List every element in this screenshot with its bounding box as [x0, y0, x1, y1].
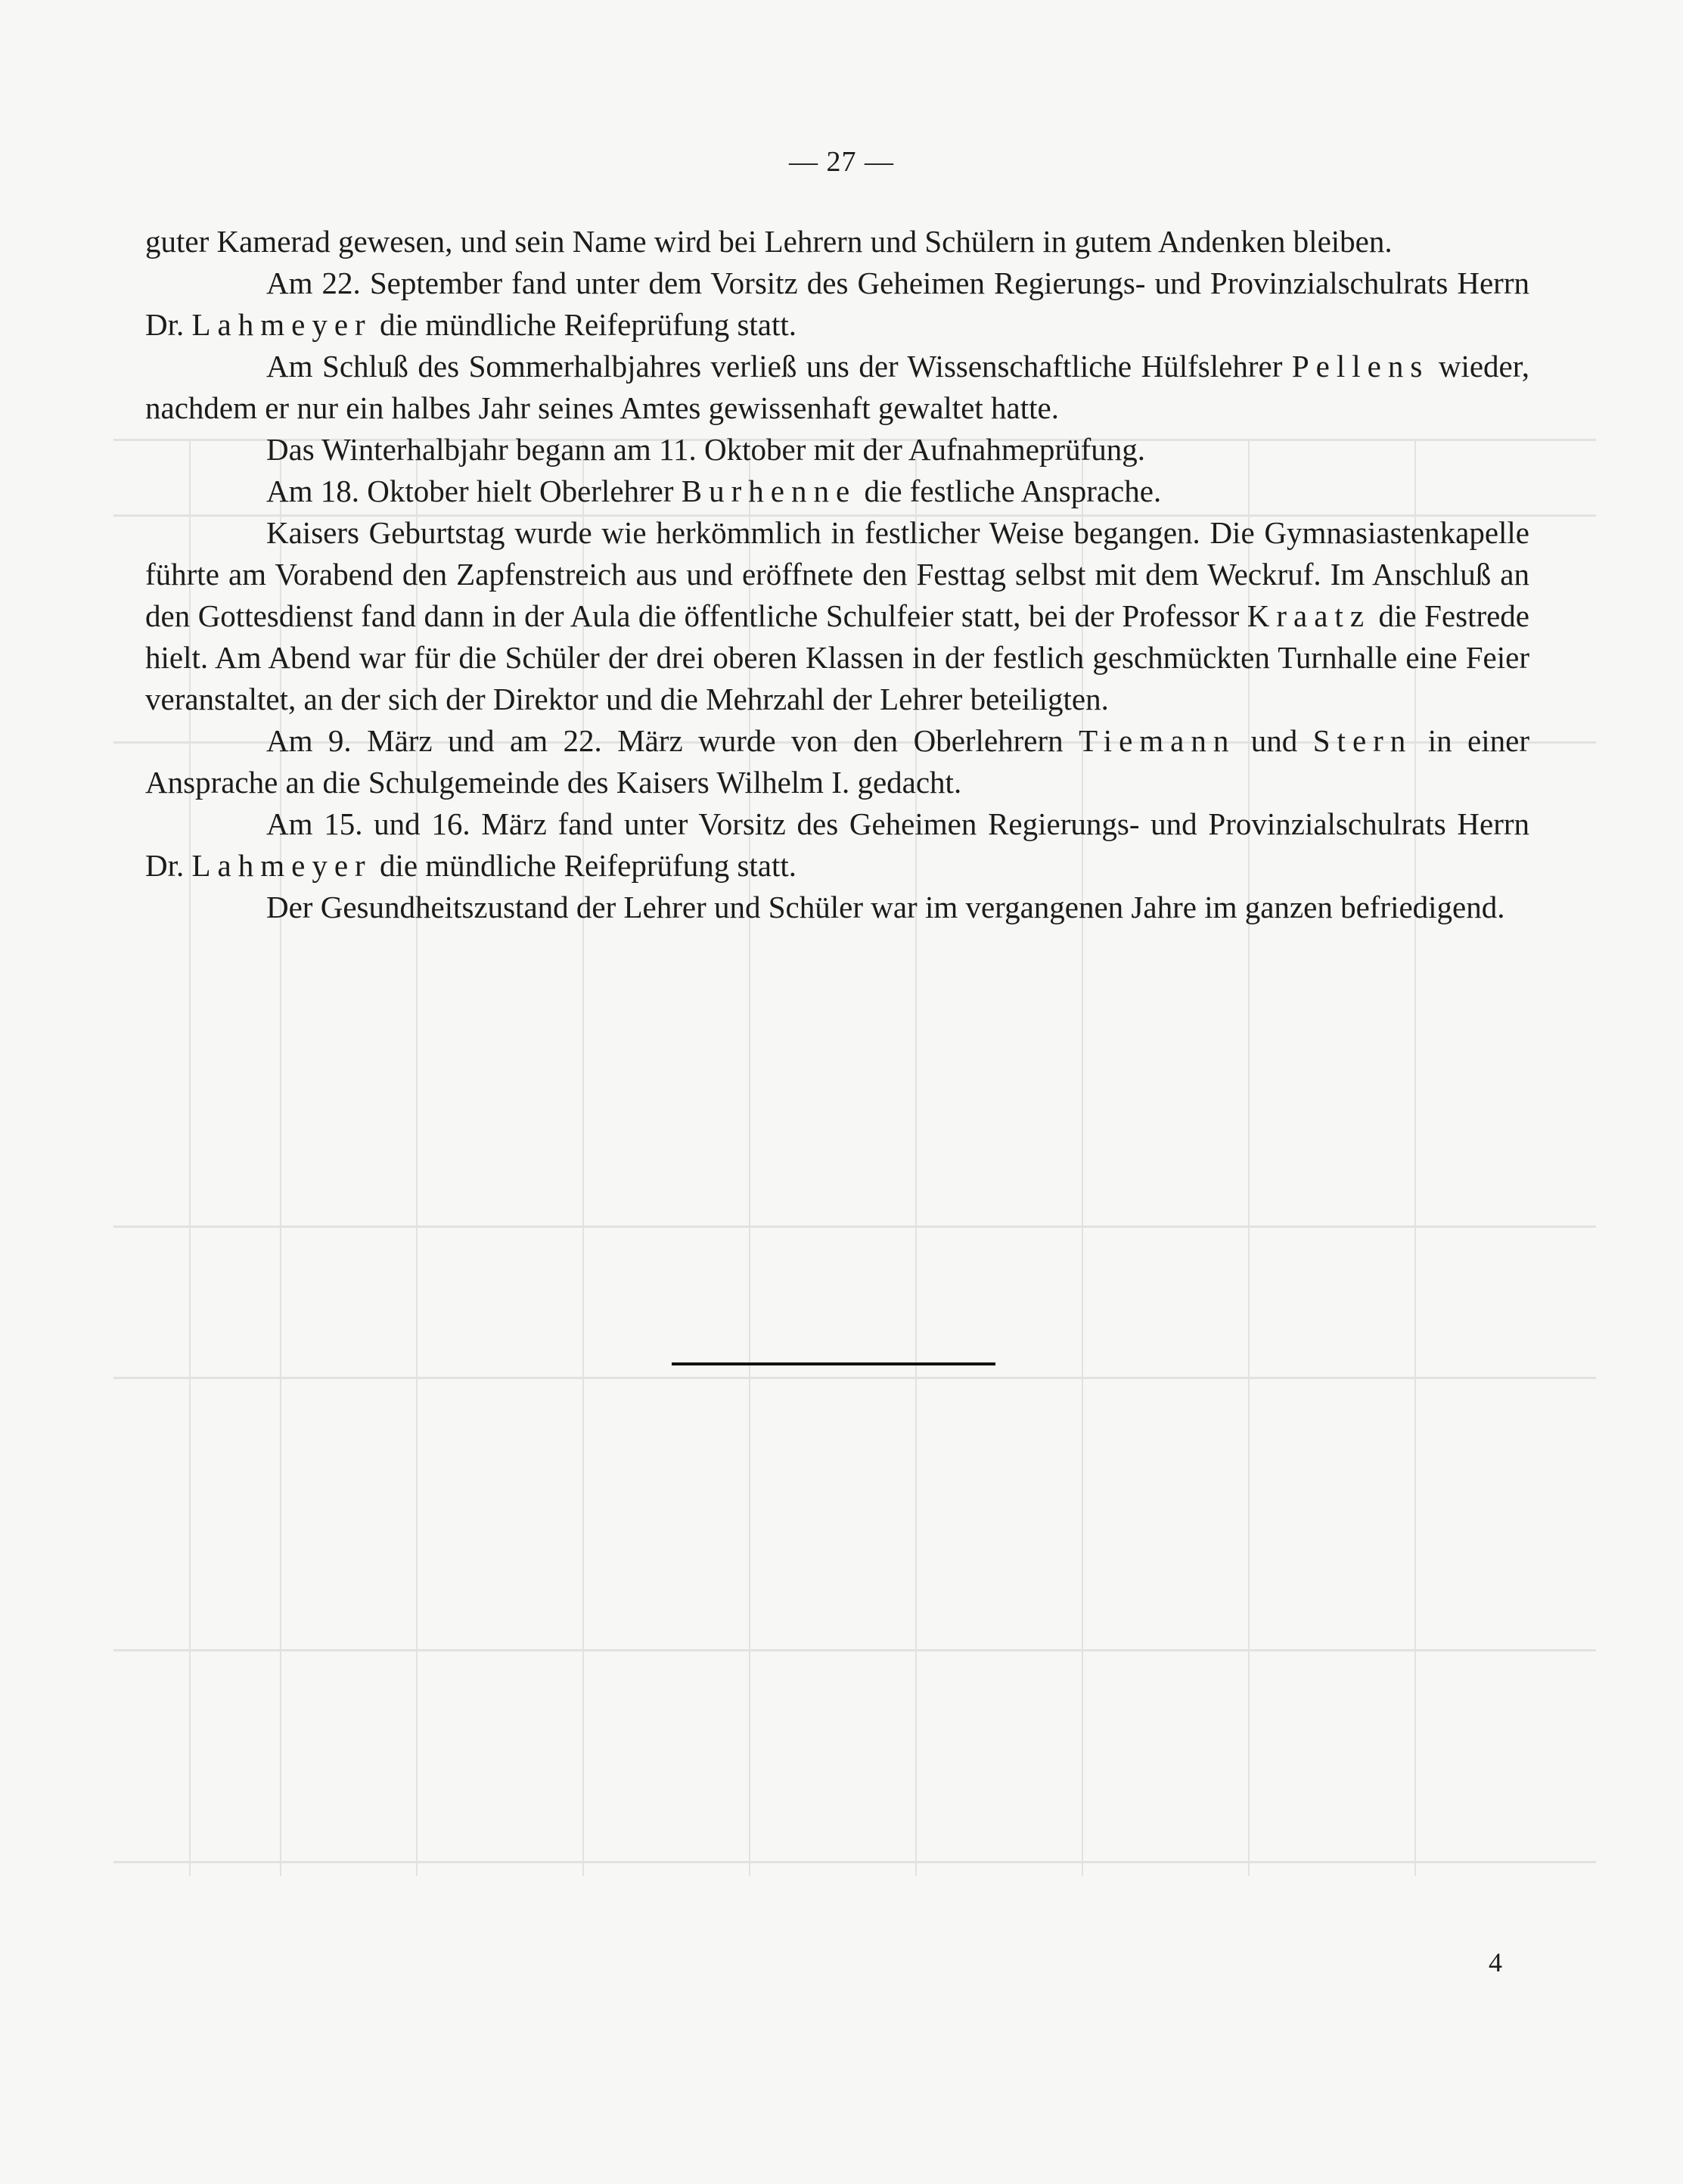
paragraph-text: Am 22. September fand unter dem Vorsitz des Geheimen Regierungs- und Provinzialschulrats Herrn Dr. — [145, 266, 1529, 342]
section-divider-rule — [672, 1362, 995, 1365]
paragraph-text: die festliche Ansprache. — [856, 474, 1162, 508]
paragraph-text: Am Schluß des Sommerhalbjahres verließ uns der Wissenschaftliche Hülfslehrer — [266, 349, 1292, 384]
paragraph-text: Der Gesundheitszustand der Lehrer und Schüler war im vergangenen Jahre im ganzen befriedigend. — [266, 890, 1505, 924]
paragraph-text: Das Winterhalbjahr begann am 11. Oktober mit der Aufnahmeprüfung. — [266, 432, 1145, 467]
emphasized-name: Pellens — [1291, 349, 1430, 384]
paragraph-text: in einer Ansprache an die Schulgemeinde des Kaisers Wilhelm I. gedacht. — [145, 723, 1529, 800]
sheet-signature: 4 — [1489, 1947, 1502, 1977]
paragraph-text: die Festrede hielt. Am Abend war für die Schüler der drei oberen Klassen in der festlich geschmückten Turnhalle eine Feier veranstaltet, an der sich der Direktor und die Mehrzahl der Lehrer beteiligten. — [145, 598, 1530, 716]
emphasized-name: Kraatz — [1247, 598, 1371, 633]
paragraph-text: und — [1235, 723, 1313, 758]
paragraph — [145, 803, 1529, 887]
paragraph-text: wieder, nachdem er nur ein halbes Jahr seines Amtes gewissenhaft gewaltet hatte. — [145, 349, 1529, 425]
paragraph — [145, 346, 1529, 429]
paragraph — [145, 887, 1529, 928]
page-number: — 27 — — [789, 146, 894, 178]
body-text — [145, 221, 1529, 928]
paragraph — [145, 221, 1529, 263]
paragraph — [145, 429, 1529, 471]
emphasized-name: Stern — [1312, 723, 1413, 758]
paragraph-text: Am 18. Oktober hielt Oberlehrer — [266, 474, 682, 508]
paragraph — [145, 263, 1529, 346]
paragraph — [145, 512, 1529, 720]
paragraph-text: die mündliche Reifeprüfung statt. — [371, 848, 797, 883]
paragraph-text: guter Kamerad gewesen, und sein Name wird bei Lehrern und Schülern in gutem Andenken bleiben. — [145, 224, 1393, 259]
paragraph — [145, 471, 1529, 512]
emphasized-name: Lahmeyer — [191, 848, 372, 883]
emphasized-name: Tiemann — [1079, 723, 1236, 758]
paragraph-text: Kaisers Geburtstag wurde wie herkömmlich in festlicher Weise begangen. Die Gymnasiastenkapelle führte am Vorabend den Zapfenstreich aus und eröffnete den Festtag selbst mit dem Weckruf. Im Anschluß an den Gottesdienst fand dann in der Aula die öffentliche Schulfeier statt, bei der Professor — [145, 515, 1529, 633]
emphasized-name: Burhenne — [681, 474, 857, 508]
paragraph — [145, 720, 1529, 803]
paragraph-text: Am 9. März und am 22. März wurde von den Oberlehrern — [266, 723, 1079, 758]
emphasized-name: Lahmeyer — [191, 307, 372, 342]
paragraph-text: Am 15. und 16. März fand unter Vorsitz des Geheimen Regierungs- und Provinzialschulrats Herrn Dr. — [145, 806, 1529, 883]
paragraph-text: die mündliche Reifeprüfung statt. — [371, 307, 797, 342]
